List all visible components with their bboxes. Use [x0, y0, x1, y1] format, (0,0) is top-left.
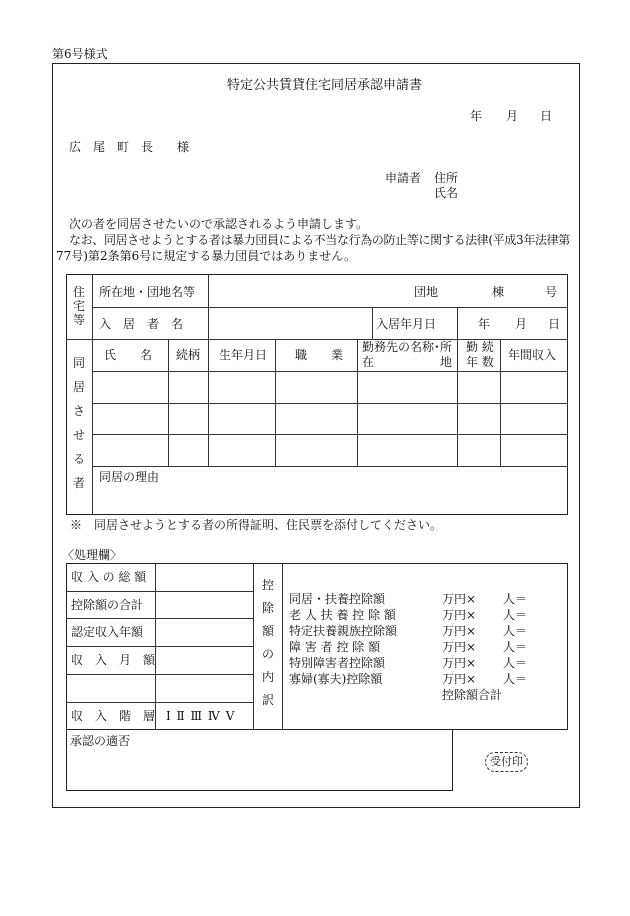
applicant-label: 申請者: [385, 171, 422, 185]
unit-man: 万円×: [442, 672, 477, 686]
row-annual-income: 認定収入年額: [71, 625, 144, 639]
col-workplace-line2b: 地: [440, 355, 453, 369]
col-name: 氏 名: [104, 348, 153, 362]
unit-person: 人＝: [503, 592, 528, 606]
unit-person: 人＝: [503, 608, 528, 622]
unit-man: 万円×: [442, 592, 477, 606]
approval-label: 承認の適否: [70, 734, 131, 748]
deduction-4: 特別障害者控除額: [289, 656, 386, 670]
row-total-income: 収 入 の 総 額: [71, 570, 147, 584]
deduction-2: 特定扶養親族控除額: [289, 624, 398, 638]
unit-person: 人＝: [503, 672, 528, 686]
income-levels: Ⅰ Ⅱ Ⅲ Ⅳ Ⅴ: [166, 709, 236, 723]
addressee: 広 尾 町 長 様: [69, 140, 190, 154]
cohabitant-section-label: 同 居 さ せ る 者: [72, 356, 85, 490]
move-in-month: 月: [515, 317, 528, 331]
unit-man: 万円×: [442, 608, 477, 622]
col-workplace-line1: 勤務先の名称･所: [362, 340, 453, 354]
unit-man: 万円×: [442, 640, 477, 654]
date-year: 年: [470, 109, 483, 123]
date-month: 月: [506, 109, 519, 123]
form-title: 特定公共賃貸住宅同居承認申請書: [227, 78, 423, 93]
form-number: 第6号様式: [52, 47, 108, 61]
deduction-1: 老 人 扶 養 控 除 額: [289, 608, 396, 622]
breakdown-title: 控 除 額 の 内 訳: [261, 578, 274, 707]
col-relation: 続柄: [176, 348, 201, 362]
col-income: 年間収入: [508, 348, 557, 362]
unit-man: 万円×: [442, 624, 477, 638]
reason-label: 同居の理由: [99, 470, 160, 484]
row-monthly-income: 収 入 月 額: [71, 653, 156, 667]
unit-person: 人＝: [503, 640, 528, 654]
processing-heading: 〈処理欄〉: [62, 548, 123, 562]
unit-man: 万円×: [442, 656, 477, 670]
body-line-3: 77号)第2条第6号に規定する暴力団員ではありません。: [56, 249, 356, 263]
building-label: 棟: [492, 285, 505, 299]
row-income-level: 収 入 階 層: [71, 709, 156, 723]
unit-person: 人＝: [503, 624, 528, 638]
unit-person: 人＝: [503, 656, 528, 670]
unit-label: 号: [545, 285, 558, 299]
body-line-1: 次の者を同居させたいので承認されるよう申請します。: [69, 217, 369, 231]
received-stamp: 受付印: [485, 752, 528, 772]
attachment-note: ※ 同居させようとする者の所得証明、住民票を添付してください。: [70, 518, 443, 532]
move-in-label: 入居年月日: [376, 317, 437, 331]
applicant-address-label: 住所: [434, 171, 459, 185]
row-deduction-total: 控除額の合計: [71, 598, 144, 612]
applicant-name-label: 氏名: [434, 186, 459, 200]
resident-label: 入 居 者 名: [99, 317, 184, 331]
move-in-day: 日: [548, 317, 561, 331]
housing-section-label: 住 宅 等: [72, 285, 85, 327]
deduction-total-label: 控除額合計: [442, 688, 503, 702]
date-day: 日: [540, 109, 553, 123]
deduction-3: 障 害 者 控 除 額: [289, 640, 381, 654]
col-birth: 生年月日: [219, 348, 268, 362]
col-years-line2: 年 数: [466, 355, 494, 369]
body-line-2: なお、同居させようとする者は暴力団員による不当な行為の防止等に関する法律(平成3年法律第: [69, 233, 570, 247]
move-in-year: 年: [478, 317, 491, 331]
deduction-0: 同居・扶養控除額: [289, 592, 386, 606]
danchi-label: 団地: [414, 285, 439, 299]
deduction-5: 寡婦(寡夫)控除額: [289, 672, 383, 686]
col-occupation: 職 業: [295, 348, 344, 362]
col-workplace-line2a: 在: [362, 355, 375, 369]
col-years-line1: 勤 続: [466, 340, 494, 354]
location-label: 所在地・団地名等: [99, 285, 196, 299]
